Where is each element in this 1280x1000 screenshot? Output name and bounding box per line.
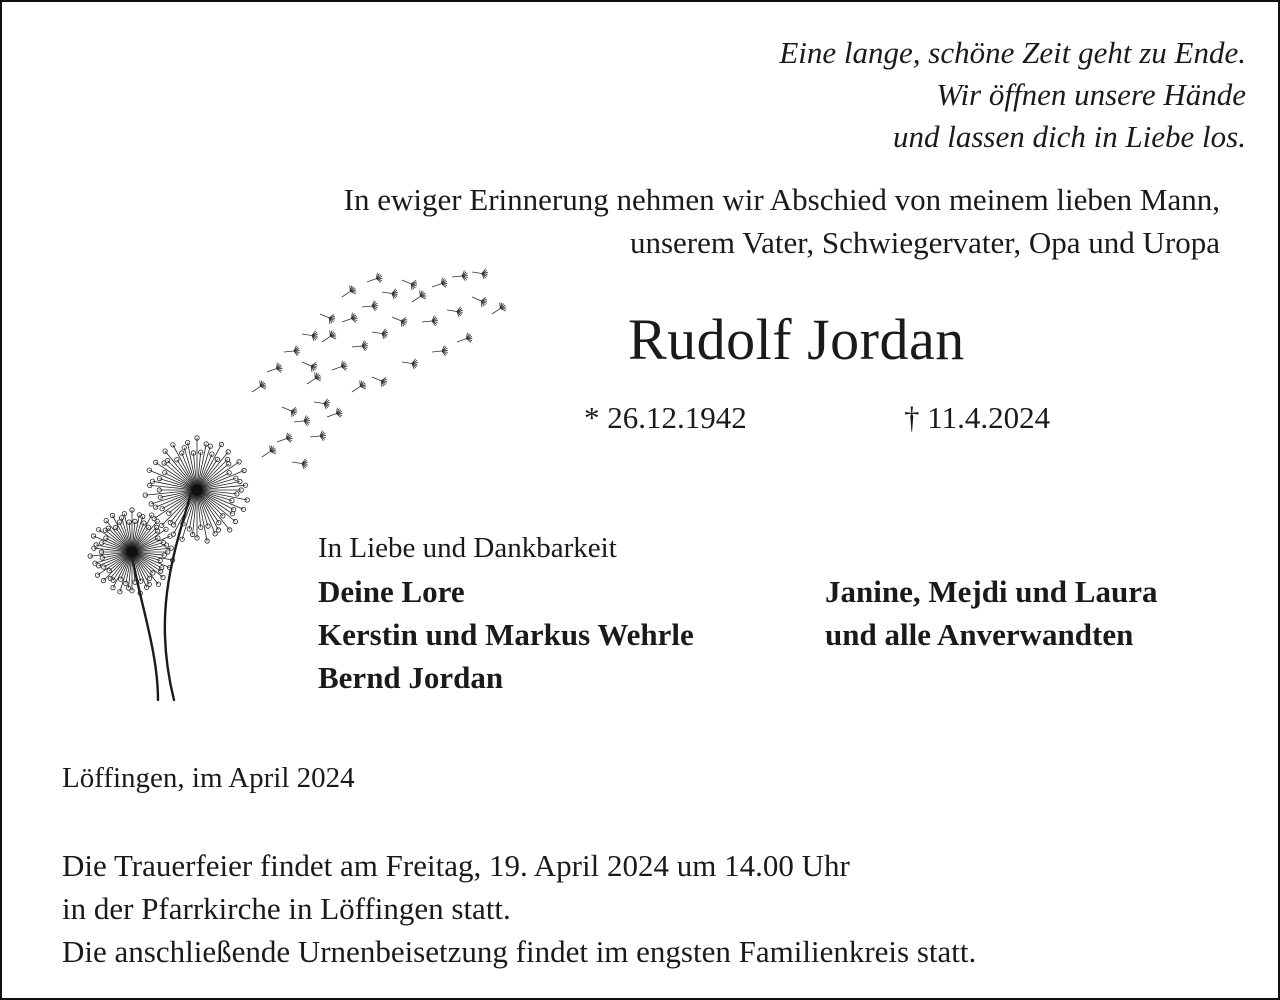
intro-line: In ewiger Erinnerung nehmen wir Abschied von meinem lieben Mann, xyxy=(343,182,1220,217)
mourner-name: Kerstin und Markus Wehrle xyxy=(318,617,694,652)
mourners-left xyxy=(318,570,694,699)
mourners-intro: In Liebe und Dankbarkeit xyxy=(318,532,617,564)
service-line: Die Trauerfeier findet am Freitag, 19. April 2024 um 14.00 Uhr xyxy=(62,848,850,883)
poem xyxy=(779,32,1246,158)
poem-line: Wir öffnen unsere Hände xyxy=(936,77,1246,112)
service-line: Die anschließende Urnenbeisetzung findet im engsten Familienkreis statt. xyxy=(62,934,977,969)
service-info xyxy=(62,844,976,973)
mourner-name: Deine Lore xyxy=(318,574,465,609)
poem-line: und lassen dich in Liebe los. xyxy=(892,119,1246,154)
mourners-right xyxy=(825,570,1157,656)
place-date: Löffingen, im April 2024 xyxy=(62,762,355,794)
mourner-name: Janine, Mejdi und Laura xyxy=(825,574,1158,609)
poem-line: Eine lange, schöne Zeit geht zu Ende. xyxy=(779,35,1246,70)
mourner-name: und alle Anverwandten xyxy=(825,617,1134,652)
deceased-name: Rudolf Jordan xyxy=(628,307,965,372)
intro-line: unserem Vater, Schwiegervater, Opa und Uropa xyxy=(629,225,1220,260)
service-line: in der Pfarrkirche in Löffingen statt. xyxy=(62,891,511,926)
mourner-name: Bernd Jordan xyxy=(318,660,504,695)
death-date: † 11.4.2024 xyxy=(904,400,1051,435)
birth-date: * 26.12.1942 xyxy=(584,400,747,435)
